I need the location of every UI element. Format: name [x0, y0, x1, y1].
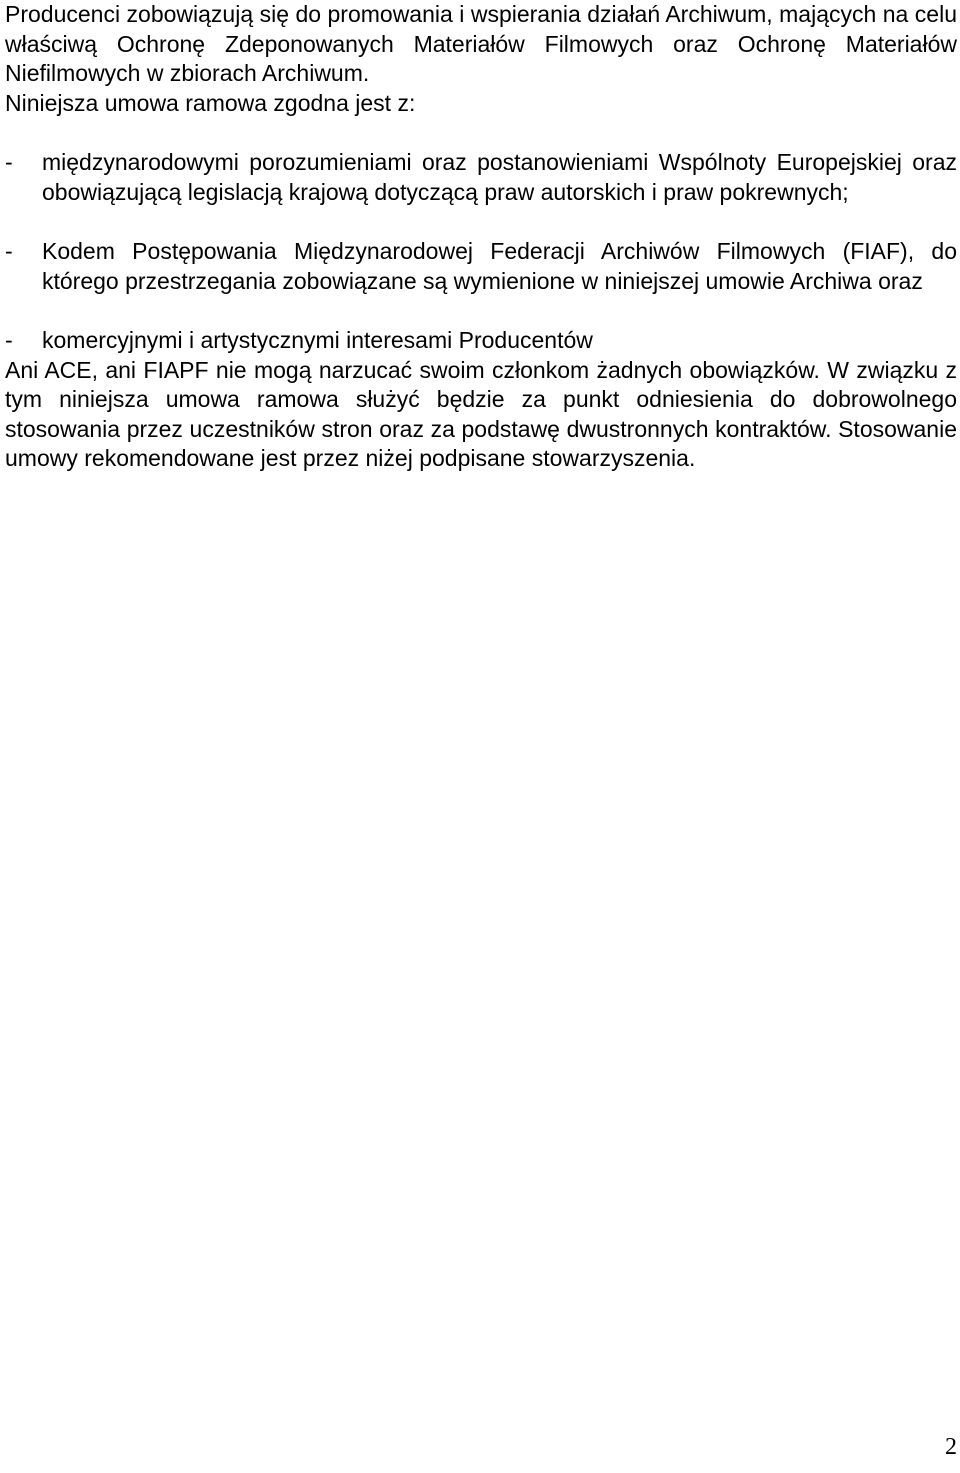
closing-paragraph: Ani ACE, ani FIAPF nie mogą narzucać swoim członkom żadnych obowiązków. W związku z tym niniejsza umowa ramowa służyć będzie za punkt odniesienia do dobrowolnego stosowania przez uczestników stron oraz za podstawę dwustronnych kontraktów. Stosowanie umowy rekomendowane jest przez niżej podpisane stowarzyszenia.: [5, 356, 957, 472]
lead-sentence: Niniejsza umowa ramowa zgodna jest z:: [5, 89, 416, 116]
intro-paragraph: Producenci zobowiązują się do promowania i wspierania działań Archiwum, mających na celu właściwą Ochronę Zdeponowanych Materiałów Filmowych oraz Ochronę Materiałów Niefilmowych w zbiorach Archiwum.: [5, 1, 957, 87]
list-item-text: międzynarodowymi porozumieniami oraz postanowieniami Wspólnoty Europejskiej oraz obowiązującą legislacją krajową dotyczącą praw autorskich i praw pokrewnych;: [42, 149, 957, 205]
conformity-list: [5, 148, 957, 355]
list-item: [5, 326, 957, 356]
list-item: [5, 237, 957, 296]
list-marker: -: [5, 149, 13, 176]
list-item: [5, 148, 957, 207]
list-marker: -: [5, 326, 13, 353]
list-marker: -: [5, 238, 13, 265]
document-page: [5, 0, 957, 474]
list-item-text: Kodem Postępowania Międzynarodowej Federacji Archiwów Filmowych (FIAF), do którego przestrzegania zobowiązane są wymienione w niniejszej umowie Archiwa oraz: [42, 238, 957, 294]
list-item-text: komercyjnymi i artystycznymi interesami Producentów: [42, 326, 593, 353]
page-number: 2: [945, 1434, 957, 1460]
